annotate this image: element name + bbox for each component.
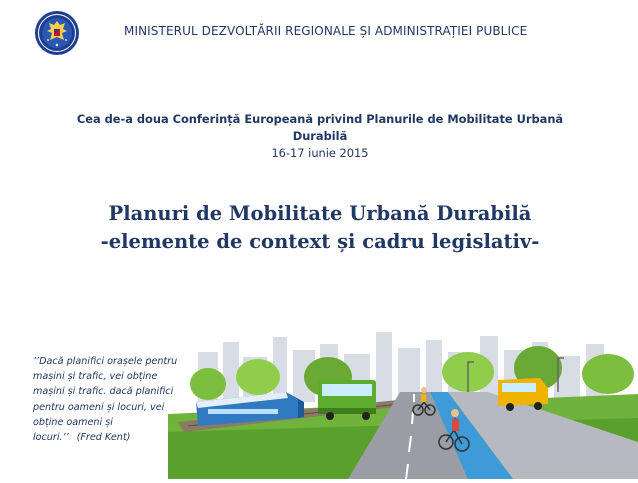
title-line1: Planuri de Mobilitate Urbană Durabilă — [108, 202, 532, 225]
ministry-name: MINISTERUL DEZVOLTĂRII REGIONALE ȘI ADMINISTRAȚIEI PUBLICE — [124, 24, 528, 38]
conference-title-line2: Durabilă — [292, 129, 348, 143]
bus-icon — [318, 380, 376, 420]
government-seal-icon — [34, 10, 80, 56]
quote-block — [33, 354, 183, 445]
title-line2: -elemente de context și cadru legislativ- — [100, 230, 540, 253]
presentation-title — [40, 200, 600, 256]
conference-title-line1: Cea de-a doua Conferință Europeană privind Planurile de Mobilitate Urbană — [76, 112, 564, 126]
quote-text: ’’Dacă planifici orașele pentru mașini și trafic, vei obține mașini și trafic. dacă planifici pentru oameni și locuri, vei obține oameni și locuri.’’ — [33, 356, 178, 444]
conference-date: 16-17 iunie 2015 — [271, 146, 369, 160]
mobility-illustration — [168, 322, 638, 479]
quote-author: (Fred Kent) — [76, 432, 131, 444]
conference-block — [60, 111, 580, 162]
